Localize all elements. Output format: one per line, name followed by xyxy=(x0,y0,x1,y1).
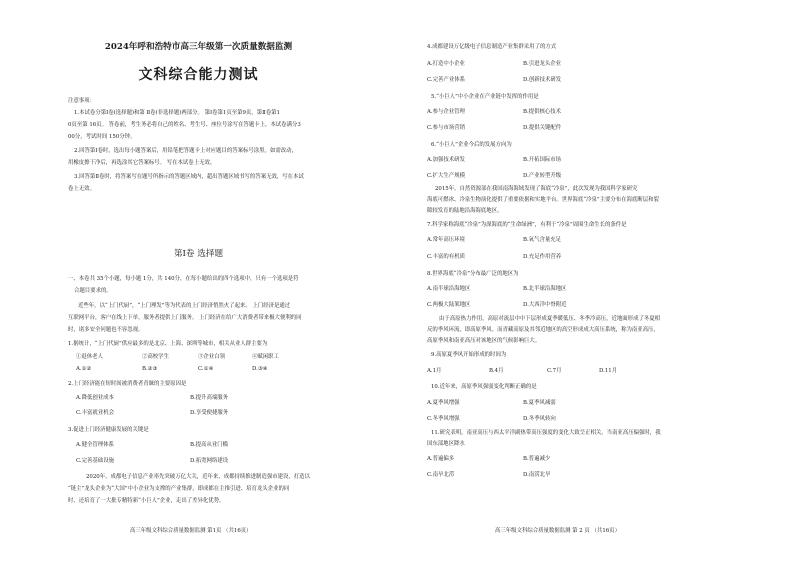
q1-choice-d[interactable]: D.③④ xyxy=(252,366,268,372)
passage-4a: 由于高原热力作用，高原对流层中中下层形成夏季暖低压、冬季冷高压，近地面形成了冬夏相 xyxy=(439,316,661,322)
q5-choice-a[interactable]: A.参与企业管理 xyxy=(427,109,465,115)
q7-choice-a[interactable]: A.常年高压环境 xyxy=(427,237,465,243)
q1-item: ①退休老人 xyxy=(76,354,103,360)
q3-choice-c[interactable]: C.完善基础设施 xyxy=(76,458,114,464)
notice-1b: 0页至第 16页。 答卷前，考生务必将自己的姓名、考生号、座位号涂写在答题卡上。本试卷满分3 xyxy=(68,122,301,128)
notice-3b: 卷上无效。 xyxy=(68,186,95,192)
passage-3b: 海底可燃冰、冷泉生物演化提供了重要依据和实地平台。世界海底“冷泉”主要分布在海底断层和裂 xyxy=(427,197,659,203)
q6-choice-d[interactable]: D.产业转型升级 xyxy=(523,173,562,179)
q9-choice-b[interactable]: B.4月 xyxy=(489,368,504,374)
notice-2b: 用橡皮擦干净后，再选涂其它答案标号。 写在本试卷上无效。 xyxy=(68,160,216,166)
question-7: 7.科学家称海底“冷泉”为深海底的“生命绿洲”，有利于“冷泉”周围生命生长的条件是 xyxy=(427,222,627,228)
passage-2c: 时，还培育了一大批专精特新“小巨人”企业，走出了差异化优势。 xyxy=(68,498,225,504)
passage-1a: 近些年，以“上门代厨”，“上门理发”等为代表的上门经济悄然火了起来。 上门经济是通过 xyxy=(78,303,291,309)
q1-item: ③企业白领 xyxy=(198,354,225,360)
notice-1c: 00分，考试时间 150分钟。 xyxy=(68,134,136,140)
q10-choice-a[interactable]: A.夏季风增强 xyxy=(427,400,460,406)
q1-item: ④赋闲职工 xyxy=(252,354,279,360)
question-3: 3.促进上门经济健康发展的关键是 xyxy=(68,427,149,433)
q9-choice-d[interactable]: D.11月 xyxy=(599,368,618,374)
question-4: 4.成都建设万亿级电子信息制造产业集群采用了的方式 xyxy=(427,44,557,50)
question-10: 10.近年来，高原季风强弱变化判断正确的是 xyxy=(431,384,537,390)
passage-4c: 高原季风和南亚高压对该地区的气候影响巨大。 xyxy=(427,338,541,344)
question-1: 1.据统计，“上门代厨”供应最多的是北京、上海、深圳等城市，相关从业人群主要为 xyxy=(68,341,268,347)
q11-choice-d[interactable]: D.南涝北旱 xyxy=(523,472,551,478)
q10-choice-b[interactable]: B.夏季风减弱 xyxy=(523,400,556,406)
q2-choice-d[interactable]: D.享受便捷服务 xyxy=(190,410,229,416)
exam-title: 2024年呼和浩特市高三年级第一次质量数据监测 xyxy=(104,42,293,52)
passage-4b: 反的季风环流，即高原季风。而青藏高原及其邻近地区的高空形成成大高压系统，称为南亚高压， xyxy=(427,327,659,333)
notice-title: 注意事项： xyxy=(68,98,95,104)
q6-choice-c[interactable]: C.扩大生产规模 xyxy=(427,173,465,179)
q6-choice-a[interactable]: A.加强技术研发 xyxy=(427,157,465,163)
q3-choice-b[interactable]: B.提高从业门槛 xyxy=(190,442,229,448)
q11-choice-a[interactable]: A.普遍偏多 xyxy=(427,456,455,462)
q4-choice-b[interactable]: B.引进龙头企业 xyxy=(523,61,562,67)
q1-item: ②高校学生 xyxy=(142,354,169,360)
intro-1: 一、本卷共 35个小题，每小题 1分，共 140分，在每小题给出的四个选项中，只有一个选项是符 xyxy=(68,276,299,282)
q1-choice-c[interactable]: C.①④ xyxy=(198,366,214,372)
question-8: 8.世界海底“冷泉”分布最广泛的地区为 xyxy=(427,271,519,277)
question-5: 5.“小巨人”中小企业在产业链中发挥的作用是 xyxy=(431,94,539,100)
passage-2a: 2020年，成都电子信息产业率先突破万亿大关，近年来，成都持续推进制造强市建设，打造以 xyxy=(86,474,310,480)
q2-choice-c[interactable]: C.丰富就业机会 xyxy=(76,410,114,416)
q7-choice-d[interactable]: D.充足作用营养 xyxy=(523,254,562,260)
passage-3a: 2015年，自然资源部在我国南海海域发现了海底“冷泉”，此次发现为我国科学家研究 xyxy=(435,186,638,192)
q8-choice-c[interactable]: C.两极大陆架地区 xyxy=(427,302,471,308)
intro-2: 合题目要求的。 xyxy=(74,288,112,294)
q9-choice-a[interactable]: A.1月 xyxy=(427,368,442,374)
q4-choice-d[interactable]: D.创新技术研发 xyxy=(523,77,562,83)
q5-choice-c[interactable]: C.参与市场营销 xyxy=(427,125,465,131)
q1-choice-b[interactable]: B.②③ xyxy=(142,366,158,372)
q3-choice-a[interactable]: A.健全管理体系 xyxy=(76,442,114,448)
q8-choice-d[interactable]: D.大西洋中脊附近 xyxy=(523,302,567,308)
notice-3a: 3.回答第Ⅱ卷时，将答案写在题号所指示的答题区域内，超出答题区域书写的答案无效，写在本试 xyxy=(74,174,304,180)
q1-choice-a[interactable]: A.①② xyxy=(76,366,92,372)
q10-choice-d[interactable]: D.冬季风转向 xyxy=(523,416,556,422)
passage-1c: 时，诸多安全问题也不容忽视。 xyxy=(68,327,144,333)
passage-2b: “链主”龙头企业为“大国”中小企业为支撑的产业集群，即成都在主推引进、培育龙头企业的同 xyxy=(68,486,290,492)
notice-1a: 1.本试卷分第Ⅰ卷(选择题)和第 Ⅱ卷(非选择题)两部分。 第Ⅰ卷第1页至第9页，第Ⅱ卷第1 xyxy=(74,110,280,116)
question-11a: 11.研究表明，南亚高压与西太平洋副热带高压强度的变化大致呈正相关，当南亚高压偏强时，我 xyxy=(431,430,661,436)
question-11b: 国东部地区降水 xyxy=(427,441,465,447)
q7-choice-b[interactable]: B.氧气含量充足 xyxy=(523,237,562,243)
subject-title: 文科综合能力测试 xyxy=(138,67,259,83)
section-title: 第Ⅰ卷 选择题 xyxy=(173,249,224,259)
q8-choice-b[interactable]: B.北半球沿海地区 xyxy=(523,286,567,292)
question-9: 9.高原夏季风开始形成的时间为 xyxy=(431,352,507,358)
notice-2a: 2.回答第Ⅰ卷时，选出每小题答案后，用铅笔把答题卡上对应题目的答案标号涂黑。如需改动， xyxy=(74,148,297,154)
q3-choice-d[interactable]: D.拓宽网络建设 xyxy=(190,458,229,464)
q10-choice-c[interactable]: C.冬季风增强 xyxy=(427,416,460,422)
q5-choice-b[interactable]: B.提供核心技术 xyxy=(523,109,562,115)
question-6: 6.“小巨人”企业今后的发展方向为 xyxy=(431,142,512,148)
q5-choice-d[interactable]: D.提供关键配件 xyxy=(523,125,562,131)
page-footer-right: 高三年级文科综合质量数据监测 第 2 页 （共16页） xyxy=(495,528,620,534)
question-2: 2.上门经济能在短时间被消费者青睐的主要原因是 xyxy=(68,381,187,387)
q4-choice-c[interactable]: C.完善产业体系 xyxy=(427,77,465,83)
q6-choice-b[interactable]: B.开拓国际市场 xyxy=(523,157,562,163)
q4-choice-a[interactable]: A.打造中小企业 xyxy=(427,61,465,67)
passage-1b: 互联网平台，客户在线上下单，服务者提供上门服务。 上门经济在给广大消费者带来极大便利的同 xyxy=(68,315,302,321)
page-footer-left: 高三年级文科综合质量数据监测 第1页 （共16页） xyxy=(130,528,252,534)
q11-choice-c[interactable]: C.南旱北涝 xyxy=(427,472,455,478)
q7-choice-c[interactable]: C.丰富的有机质 xyxy=(427,254,465,260)
q2-choice-a[interactable]: A.降低创业成本 xyxy=(76,395,114,401)
q8-choice-a[interactable]: A.南半球沿海地区 xyxy=(427,286,471,292)
q11-choice-b[interactable]: B.普遍减少 xyxy=(523,456,551,462)
q9-choice-c[interactable]: C.7月 xyxy=(547,368,562,374)
page-right xyxy=(397,0,794,561)
passage-3c: 隙较发育的陆地沿海海底地区。 xyxy=(427,208,503,214)
q2-choice-b[interactable]: B.提升高端服务 xyxy=(190,395,229,401)
